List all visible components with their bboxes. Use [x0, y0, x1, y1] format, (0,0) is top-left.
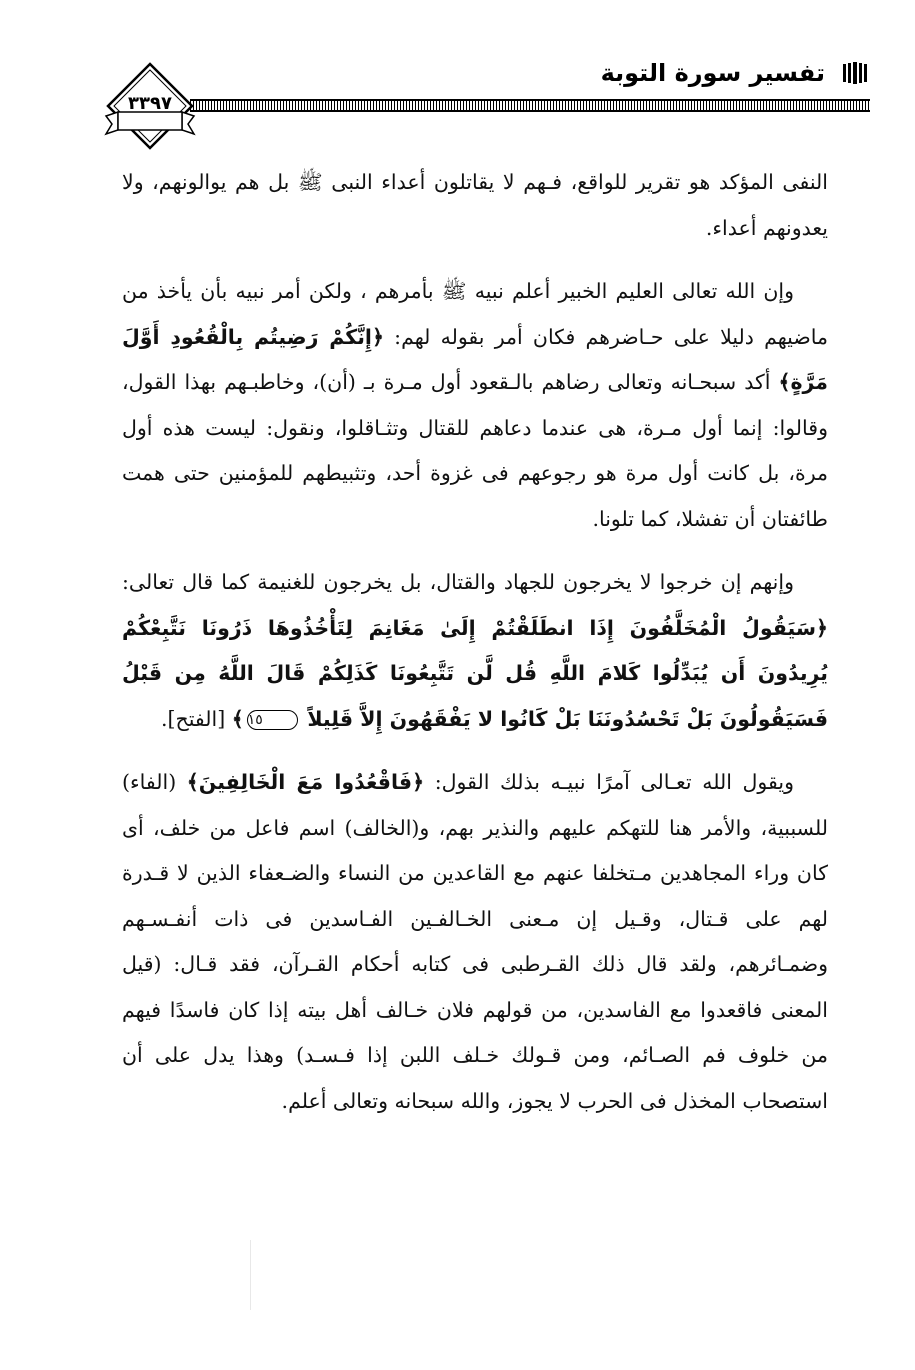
quran-verse: إِنَّكُمْ رَضِيتُم بِالْقُعُودِ أَوَّلَ مَرَّةٍ	[122, 324, 828, 394]
page-number-badge	[104, 62, 196, 154]
paragraph-2	[122, 269, 828, 542]
quran-bracket-close: ﴾	[186, 770, 199, 794]
paragraph-text: وإن الله تعالى العليم الخبير أعلم نبيه ﷺ بأمرهم ، ولكن أمر نبيه بأن يأخذ من ماضيهم دليلا على حـاضرهم فكان أمر بقوله لهم:	[122, 279, 828, 349]
verse-number-badge: ١٥	[247, 710, 298, 730]
paragraph-text: (الفاء) للسببية، والأمر هنا للتهكم عليهم والنذير بهم، و(الخالف) اسم فاعل من خلف، أى كان وراء المجاهدين مـتخلفا عنهم مع القاعدين من النساء والضـعفاء الذين لا قـدرة لهم على قـتال، وقـيل إن مـعنى الخـالفـين الفـاسدين فى ذات أنفـسـهم وضمـائرهم، ولقد قال ذلك القـرطبى فى كتابه أحكام القـرآن، فقد قـال: (قيل المعنى فاقعدوا مع الفاسدين، من قولهم فلان خـالف أهل بيته إذا كان فاسدًا فيهم من خلوف فم الصـائم، ومن قـولك خـلف اللبن إذا فـسـد) وهذا يدل على أن استصحاب المخذل فى الحرب لا يجوز، والله سبحانه وتعالى أعلم.	[122, 770, 828, 1113]
quran-bracket-close: ﴾	[231, 706, 244, 731]
quran-bracket-open: ﴿	[371, 324, 384, 349]
paragraph-4	[122, 760, 828, 1124]
quran-bracket-close: ﴾	[778, 370, 791, 394]
surah-reference: [الفتح].	[161, 706, 232, 731]
paragraph-text: أكد سبحـانه وتعالى رضاهم بالـقعود أول مـرة بـ (أن)، وخاطبـهم بهذا القول، وقالوا: إنما أول مـرة، هى عندما دعاهم للقتال وتثـاقلوا، ونقول: ليست هذه أول مرة، بل كانت أول مرة هو رجوعهم فى غزوة أحد، وتثبيطهم للمؤمنين حتى همت طائفتان أن تفشلا، كما تلونا.	[122, 370, 828, 531]
page-header	[0, 0, 915, 150]
paragraph-1	[122, 160, 828, 251]
chapter-ornament-icon	[840, 60, 870, 86]
header-rule-bottom	[190, 110, 870, 112]
page-number: ٣٣٩٧	[128, 93, 172, 114]
page-body	[122, 160, 828, 1124]
paragraph-text: وإنهم إن خرجوا لا يخرجون للجهاد والقتال، بل يخرجون للغنيمة كما قال تعالى:	[122, 570, 794, 594]
paragraph-text: النفى المؤكد هو تقرير للواقع، فـهم لا يقاتلون أعداء النبى ﷺ بل هم يوالونهم، ولا يعدونهم أعداء.	[122, 170, 828, 240]
running-header-title: تفسير سورة التوبة	[600, 59, 825, 87]
quran-verse: سَيَقُولُ الْمُخَلَّفُونَ إِذَا انطَلَقْتُمْ إِلَىٰ مَغَانِمَ لِتَأْخُذُوهَا ذَرُونَا نَتَّبِعْكُمْ يُرِيدُونَ أَن يُبَدِّلُوا كَلامَ اللَّهِ قُل لَّن تَتَّبِعُونَا كَذَلِكُمْ قَالَ اللَّهُ مِن قَبْلُ فَسَيَقُولُونَ بَلْ تَحْسُدُونَنَا بَلْ كَانُوا لا يَفْقَهُونَ إِلاَّ قَلِيلاً	[122, 615, 828, 731]
quran-verse: فَاقْعُدُوا مَعَ الْخَالِفِينَ	[198, 770, 413, 794]
quran-bracket-open: ﴿	[412, 770, 425, 794]
quran-bracket-open: ﴿	[815, 615, 828, 640]
paragraph-3	[122, 560, 828, 742]
paragraph-text: ويقول الله تعـالى آمرًا نبيـه بذلك القول:	[424, 770, 794, 794]
scan-mark	[250, 1240, 251, 1310]
